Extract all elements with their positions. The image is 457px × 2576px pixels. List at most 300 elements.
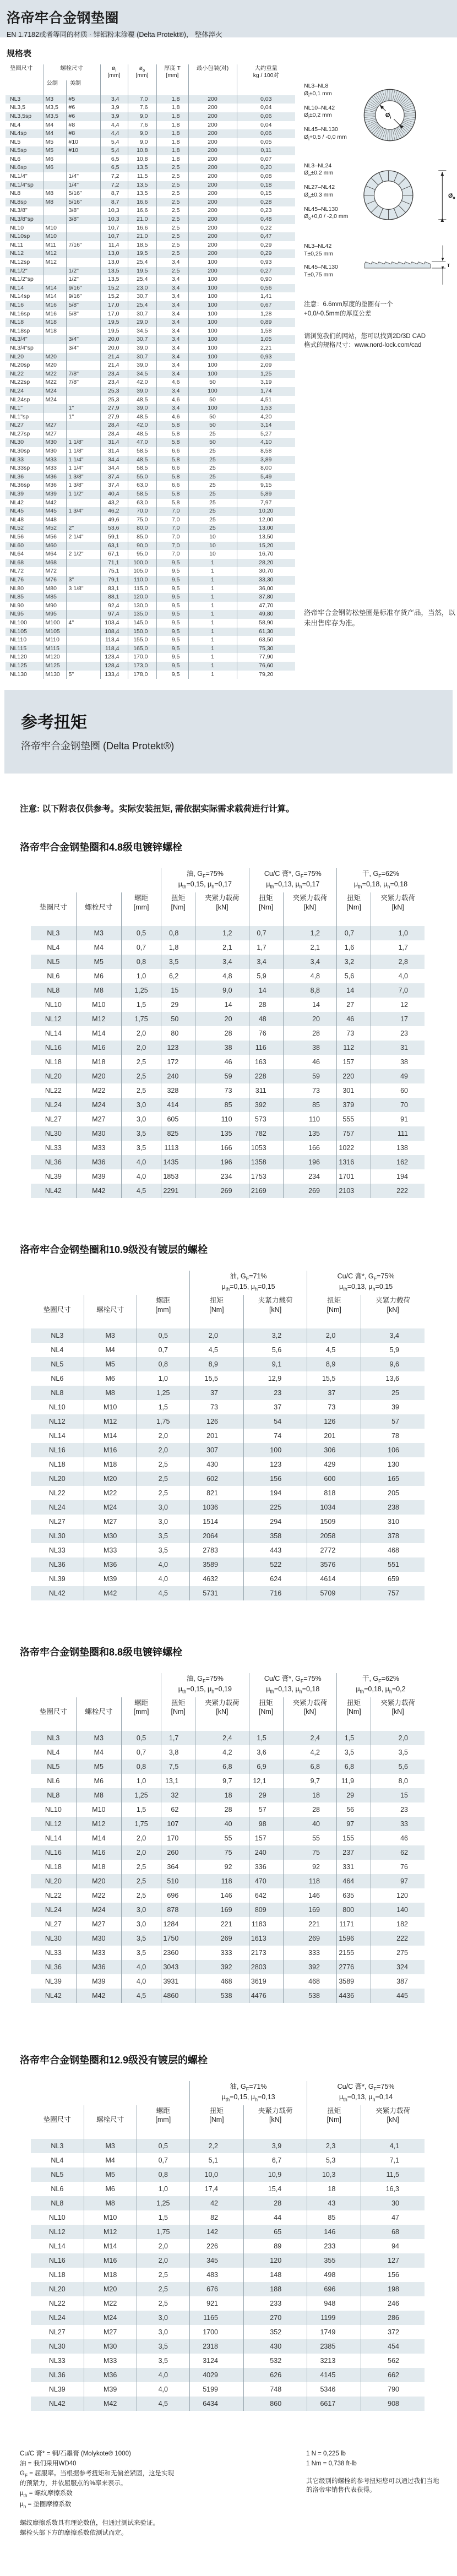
table-cell: 16,70 [237, 550, 295, 559]
table-cell: 1,8 [156, 95, 188, 104]
table-cell: M14 [43, 284, 66, 293]
col-thread-pitch: 螺距 [mm] [121, 1697, 161, 1731]
table-cell: 25,3 [100, 387, 128, 396]
table-cell: NL3 [47, 929, 60, 937]
table-cell: NL42 [48, 2399, 66, 2408]
table-cell: 196 [195, 1155, 249, 1169]
table-cell: 9,15 [237, 481, 295, 490]
table-cell: 76,60 [237, 662, 295, 671]
table-cell: 25 [188, 464, 237, 473]
torque-table-block-12-9 [20, 2052, 457, 2411]
table-cell: M14 [76, 1026, 121, 1041]
table-cell: M95 [43, 610, 66, 619]
table-cell: M12 [76, 1012, 121, 1026]
inner-diameter-tolerances [304, 83, 357, 148]
table-cell: 145,0 [128, 619, 156, 628]
table-cell: 464 [336, 1874, 371, 1888]
table-cell: 178,0 [128, 671, 156, 679]
table-cell: 3,5 [121, 1126, 161, 1141]
table-cell: 5,8 [156, 499, 188, 508]
col-clamp-load: 夹紧力载荷 [kN] [283, 892, 336, 926]
table-cell: 4,5 [137, 1586, 189, 1600]
table-cell: 2,5 [121, 1888, 161, 1903]
table-cell: 0,22 [237, 224, 295, 233]
table-cell: 5" [66, 671, 100, 679]
table-cell: NL110 [10, 636, 27, 644]
table-cell: 0,29 [237, 249, 295, 258]
table-cell: 7,0 [156, 516, 188, 525]
table-cell: 31 [371, 1041, 425, 1055]
table-row [6, 421, 295, 430]
table-row [31, 1400, 425, 1414]
table-cell: 1,8 [156, 155, 188, 164]
table-cell: NL60 [10, 542, 24, 549]
table-cell: 110 [195, 1112, 249, 1126]
table-cell: M30 [43, 447, 66, 456]
table-cell: 170 [161, 1831, 195, 1845]
table-cell: NL1" [10, 405, 23, 412]
table-row [31, 1012, 425, 1026]
table-cell: 4,2 [195, 1745, 249, 1760]
table-cell: 9,5 [156, 671, 188, 679]
table-cell: 2,21 [237, 344, 295, 353]
table-cell: 4,10 [237, 438, 295, 447]
table-cell: NL8 [47, 1791, 60, 1799]
table-row [31, 2354, 425, 2368]
table-cell: 130 [361, 1457, 425, 1472]
table-cell: 200 [188, 164, 237, 172]
table-row [31, 2210, 425, 2225]
table-cell: 58,90 [237, 619, 295, 628]
table-cell: 6,6 [156, 447, 188, 456]
table-cell: 9,7 [195, 1774, 249, 1788]
table-cell: 5199 [189, 2382, 243, 2397]
table-cell: 120,0 [128, 593, 156, 602]
torque-table-title: 洛帝牢合金钢垫圈和4.8级电镀锌螺栓 [20, 842, 183, 853]
table-cell: 76 [249, 1026, 283, 1041]
table-cell: 28 [244, 2196, 307, 2210]
table-cell: 13,5 [128, 189, 156, 198]
table-cell: 146 [283, 1888, 336, 1903]
table-cell: NL85 [10, 593, 24, 601]
table-cell: 75,30 [237, 645, 295, 653]
table-cell: M8 [43, 189, 66, 198]
table-cell: 538 [195, 1989, 249, 2003]
table-cell: NL1"sp [10, 413, 29, 420]
table-cell: 0,23 [237, 206, 295, 215]
table-cell: 75,1 [100, 567, 128, 576]
table-cell: M22 [84, 1486, 137, 1500]
table-row [6, 172, 295, 181]
table-cell: 800 [336, 1903, 371, 1917]
table-cell: 50 [188, 438, 237, 447]
table-cell: 4,8 [195, 969, 249, 983]
table-cell: 2,5 [156, 189, 188, 198]
table-cell: 58,5 [128, 464, 156, 473]
table-cell: 76 [371, 1860, 425, 1874]
table-cell: M27 [76, 1917, 121, 1931]
table-cell: 10 [188, 542, 237, 551]
table-cell: 1701 [337, 1169, 371, 1184]
table-cell: 0,7 [121, 1745, 161, 1760]
table-cell: 555 [337, 1112, 371, 1126]
table-cell: NL105 [10, 628, 27, 635]
table-cell: 1596 [336, 1931, 371, 1946]
table-row [31, 1529, 425, 1543]
table-cell: 25 [188, 516, 237, 525]
table-row [31, 1055, 425, 1069]
table-cell: 0,5 [137, 2139, 189, 2153]
table-cell: 0,8 [137, 1357, 189, 1371]
table-cell: 135 [283, 1126, 336, 1141]
table-cell [43, 215, 66, 224]
table-cell: 0,7 [337, 926, 371, 940]
table-row [31, 1874, 425, 1888]
table-cell: 9,5 [156, 602, 188, 611]
table-cell: 3,0 [137, 1500, 189, 1515]
table-cell: 1,7 [161, 1731, 195, 1745]
table-cell: 169 [195, 1903, 249, 1917]
table-cell: 2,0 [137, 1443, 189, 1457]
table-cell: 25 [188, 456, 237, 465]
table-cell: 46 [337, 1012, 371, 1026]
table-row [31, 1760, 425, 1774]
table-cell: 5,4 [100, 138, 128, 147]
table-row [6, 430, 295, 439]
table-cell: 5,6 [337, 969, 371, 983]
table-cell: 150,0 [128, 628, 156, 636]
table-cell: M14 [84, 2239, 137, 2253]
table-cell: M76 [43, 576, 66, 585]
table-cell: 15,20 [237, 542, 295, 551]
table-cell: M39 [84, 1572, 137, 1586]
table-cell: M3 [84, 2139, 137, 2153]
table-cell: 62 [161, 1802, 195, 1817]
table-cell: 48,5 [128, 430, 156, 439]
table-row [31, 1989, 425, 2003]
table-cell: 25 [361, 1386, 425, 1400]
table-cell: M16 [76, 1041, 121, 1055]
col-bolt-size: 螺栓尺寸 [76, 1697, 121, 1731]
table-cell: 20 [283, 1012, 336, 1026]
table-cell: 55 [283, 1831, 336, 1845]
table-cell: 82 [189, 2210, 243, 2225]
table-cell: 25,3 [100, 396, 128, 405]
col-min-packing: 最小包装(对) [188, 64, 237, 95]
table-row [6, 628, 295, 636]
table-cell: 1 1/4" [66, 464, 100, 473]
table-cell: 9,5 [156, 662, 188, 671]
table-cell: 790 [361, 2382, 425, 2397]
table-cell: 5,8 [156, 438, 188, 447]
table-cell: 352 [244, 2325, 307, 2339]
table-cell: 201 [307, 1429, 361, 1443]
table-cell: 23 [244, 1386, 307, 1400]
table-cell: 1 [188, 653, 237, 662]
table-cell: 100 [188, 370, 237, 379]
table-cell: M27 [84, 2325, 137, 2339]
table-cell: 1,2 [195, 926, 249, 940]
table-cell: 1 [188, 585, 237, 593]
table-cell: 28 [195, 1026, 249, 1041]
table-cell: M39 [76, 1974, 121, 1989]
table-cell: 716 [244, 1586, 307, 1600]
table-cell: 200 [188, 129, 237, 138]
table-cell: 200 [188, 146, 237, 155]
table-cell: 2291 [161, 1184, 195, 1198]
table-row [31, 1041, 425, 1055]
table-cell: M24 [84, 1500, 137, 1515]
table-cell: 46,2 [100, 507, 128, 516]
table-cell: M18 [43, 327, 66, 336]
table-cell: 9,5 [156, 619, 188, 628]
table-cell: 10 [188, 550, 237, 559]
table-cell: 3,4 [156, 275, 188, 284]
table-cell: 32 [161, 1788, 195, 1802]
table-cell [66, 430, 100, 439]
table-cell: NL68 [10, 559, 24, 566]
table-row [6, 292, 295, 301]
table-cell: 28 [195, 1802, 249, 1817]
table-row [6, 396, 295, 405]
table-cell: NL3/4"sp [10, 344, 34, 351]
table-row [31, 1083, 425, 1098]
table-cell: NL30 [48, 1532, 66, 1540]
table-cell: M5 [43, 138, 66, 147]
table-cell: 100 [188, 353, 237, 362]
table-cell: 1" [66, 404, 100, 413]
table-row [6, 301, 295, 310]
table-cell: #10 [66, 138, 100, 147]
col-torque: 扭矩 [Nm] [189, 1295, 243, 1328]
table-cell: 146 [307, 2225, 361, 2239]
table-cell: 221 [195, 1917, 249, 1931]
table-cell: 4,5 [121, 1989, 161, 2003]
table-row [6, 327, 295, 336]
table-cell: M105 [43, 628, 66, 636]
lubrication-group-header: Cu/C 膏*, $G_F=75\%$ $\mu_{th}=0,13$, $\mu_h=0,17$ [249, 868, 336, 892]
table-cell [66, 662, 100, 671]
table-cell: 3,4 [156, 370, 188, 379]
table-cell: 57 [361, 1414, 425, 1429]
table-cell: 21,4 [100, 361, 128, 370]
outer-diameter-label: $Ø_o$ [448, 192, 455, 200]
table-cell: 1749 [307, 2325, 361, 2339]
spec-diagrams-column [304, 83, 456, 629]
table-cell: M5 [43, 146, 66, 155]
table-cell: 1284 [161, 1917, 195, 1931]
table-cell: 7,6 [128, 104, 156, 112]
page-title: 洛帝牢合金钢垫圈 [7, 10, 119, 26]
table-cell: M5 [76, 955, 121, 969]
table-cell: NL48 [10, 516, 24, 523]
table-cell: 3/4" [66, 335, 100, 344]
table-cell: 468 [361, 1543, 425, 1557]
table-cell: 0,67 [237, 301, 295, 310]
table-cell: 31,4 [100, 447, 128, 456]
col-bolt-size: 螺栓尺寸 [84, 1295, 137, 1328]
col-torque: 扭矩 [Nm] [337, 892, 371, 926]
table-cell [66, 249, 100, 258]
col-thickness: 厚度 T [mm] [156, 64, 188, 95]
table-cell: 205 [361, 1486, 425, 1500]
table-cell: 63,1 [100, 542, 128, 551]
table-cell: 1,25 [121, 983, 161, 998]
table-cell: NL36 [45, 1158, 62, 1166]
outer-diameter-tolerance-note: NL27–NL42 $Ø_o\pm 0,3$ mm [304, 184, 335, 199]
spec-heading: 规格表 [7, 49, 32, 58]
table-cell: NL8sp [10, 198, 27, 205]
table-cell: NL33 [45, 1143, 62, 1152]
table-cell: 0,8 [121, 955, 161, 969]
table-row [6, 610, 295, 619]
table-cell: 25,4 [128, 275, 156, 284]
table-cell: NL8 [47, 986, 60, 994]
table-cell: M33 [84, 2354, 137, 2368]
table-cell: 445 [371, 1989, 425, 2003]
table-cell: 80,0 [128, 524, 156, 533]
table-cell: 1,53 [237, 404, 295, 413]
table-cell: 0,93 [237, 353, 295, 362]
table-cell: 110,0 [128, 576, 156, 585]
table-cell: 2,5 [137, 1472, 189, 1486]
table-cell: 1 1/2" [66, 490, 100, 499]
table-cell: 118 [283, 1874, 336, 1888]
table-cell: 2,0 [371, 1731, 425, 1745]
table-cell: 2,5 [156, 241, 188, 250]
torque-table-10-9 [31, 1271, 425, 1600]
table-cell: 470 [249, 1874, 283, 1888]
table-cell: M20 [43, 361, 66, 370]
table-cell: 3,5 [137, 1543, 189, 1557]
table-cell: 2,5 [156, 164, 188, 172]
table-row [31, 1831, 425, 1845]
table-cell: 6,8 [336, 1760, 371, 1774]
table-cell: 105,0 [128, 567, 156, 576]
table-cell: 364 [161, 1860, 195, 1874]
table-cell: 1 1/4" [66, 456, 100, 465]
table-cell: 13,5 [128, 181, 156, 190]
col-clamp-load: 夹紧力载荷 [kN] [361, 1295, 425, 1328]
table-cell: 430 [189, 1457, 243, 1472]
table-cell: 200 [188, 232, 237, 241]
table-cell: M3 [76, 1731, 121, 1745]
table-cell: 2,09 [237, 361, 295, 370]
table-cell: 7,0 [156, 524, 188, 533]
table-cell: 5709 [307, 1586, 361, 1600]
table-cell: 31,4 [100, 438, 128, 447]
table-cell: 21,4 [100, 353, 128, 362]
table-cell: 162 [371, 1155, 425, 1169]
table-cell: 7,0 [156, 542, 188, 551]
table-cell: 62 [371, 1845, 425, 1860]
table-cell: NL16 [45, 1848, 62, 1856]
table-row [6, 456, 295, 465]
lubrication-group-header: 油, $G_F=75\%$ $\mu_{th}=0,15$, $\mu_h=0,17$ [161, 868, 249, 892]
table-cell: 624 [244, 1572, 307, 1586]
washer-side-view-icon [359, 242, 457, 286]
table-cell: 5/16" [66, 198, 100, 207]
table-cell: M18 [76, 1055, 121, 1069]
table-row [31, 2182, 425, 2196]
table-cell: 123 [244, 1457, 307, 1472]
table-row [6, 636, 295, 645]
table-cell: 30,7 [128, 353, 156, 362]
table-cell: 2,0 [137, 2253, 189, 2268]
table-cell: M120 [43, 653, 66, 662]
table-cell: 8,7 [100, 189, 128, 198]
table-cell: M39 [76, 1169, 121, 1184]
table-cell: 378 [361, 1529, 425, 1543]
table-cell: 9,5 [156, 610, 188, 619]
table-cell: 200 [188, 121, 237, 130]
table-cell: 3,4 [156, 404, 188, 413]
table-cell: 2,2 [189, 2139, 243, 2153]
col-clamp-load: 夹紧力载荷 [kN] [371, 1697, 425, 1731]
table-cell: 3,5 [121, 1946, 161, 1960]
table-cell: 12,00 [237, 516, 295, 525]
table-cell: NL22 [10, 370, 24, 377]
table-cell: 127 [361, 2253, 425, 2268]
table-cell: 234 [195, 1169, 249, 1184]
table-cell: 860 [244, 2397, 307, 2411]
table-row [31, 2153, 425, 2167]
table-row [31, 1098, 425, 1112]
lubrication-group-header: 干, $G_F=62\%$ $\mu_{th}=0,18$, $\mu_h=0,18$ [337, 868, 425, 892]
table-cell: 1,7 [249, 940, 283, 955]
thickness-tolerance-note: NL3–NL42 T±0,25 mm [304, 243, 334, 257]
table-cell: 70 [371, 1098, 425, 1112]
table-cell: 3,4 [156, 361, 188, 370]
torque-table-header [31, 1271, 425, 1328]
table-cell: 23,4 [100, 370, 128, 379]
lubrication-group-header: 油, $G_F=75\%$ $\mu_{th}=0,15$, $\mu_h=0,19$ [161, 1673, 249, 1697]
torque-table-body [31, 1731, 425, 2003]
table-cell: 3,89 [237, 456, 295, 465]
col-clamp-load: 夹紧力载荷 [kN] [361, 2105, 425, 2139]
table-cell: 4,2 [283, 1745, 336, 1760]
table-cell: 156 [244, 1472, 307, 1486]
table-cell: 1,5 [121, 998, 161, 1012]
lubrication-group-header: 油, $G_F=71\%$ $\mu_{th}=0,15$, $\mu_h=0,15$ [189, 1271, 307, 1295]
other-classes-note: 其它级别的螺栓的参考扭矩您可以通过我们当地 的洛帝牢销售代表获得。 [306, 2477, 439, 2493]
table-cell: 0,04 [237, 104, 295, 112]
torque-section-title: 参考扭矩 [21, 714, 87, 732]
table-cell: 7,2 [100, 181, 128, 190]
table-cell: M42 [76, 1184, 121, 1198]
table-cell: 123,4 [100, 653, 128, 662]
torque-table-title: 洛帝牢合金钢垫圈和12.9级没有镀层的螺栓 [20, 2054, 208, 2066]
table-cell: 19,5 [128, 267, 156, 276]
table-cell: 200 [188, 95, 237, 104]
table-cell: NL6 [47, 1777, 60, 1785]
table-cell: 19,5 [100, 318, 128, 327]
table-cell: 73 [189, 1400, 243, 1414]
table-cell: 1,0 [371, 926, 425, 940]
table-row [31, 1112, 425, 1126]
table-cell: M8 [84, 2196, 137, 2210]
table-cell: 9/16" [66, 284, 100, 293]
table-cell: 328 [161, 1083, 195, 1098]
table-cell: NL130 [10, 671, 27, 678]
table-cell: M33 [43, 456, 66, 465]
table-cell: 2,5 [121, 1860, 161, 1874]
table-row [6, 619, 295, 628]
table-row [31, 1155, 425, 1169]
table-cell: 222 [371, 1931, 425, 1946]
table-cell: M36 [84, 1557, 137, 1572]
table-cell: 3,4 [283, 955, 336, 969]
